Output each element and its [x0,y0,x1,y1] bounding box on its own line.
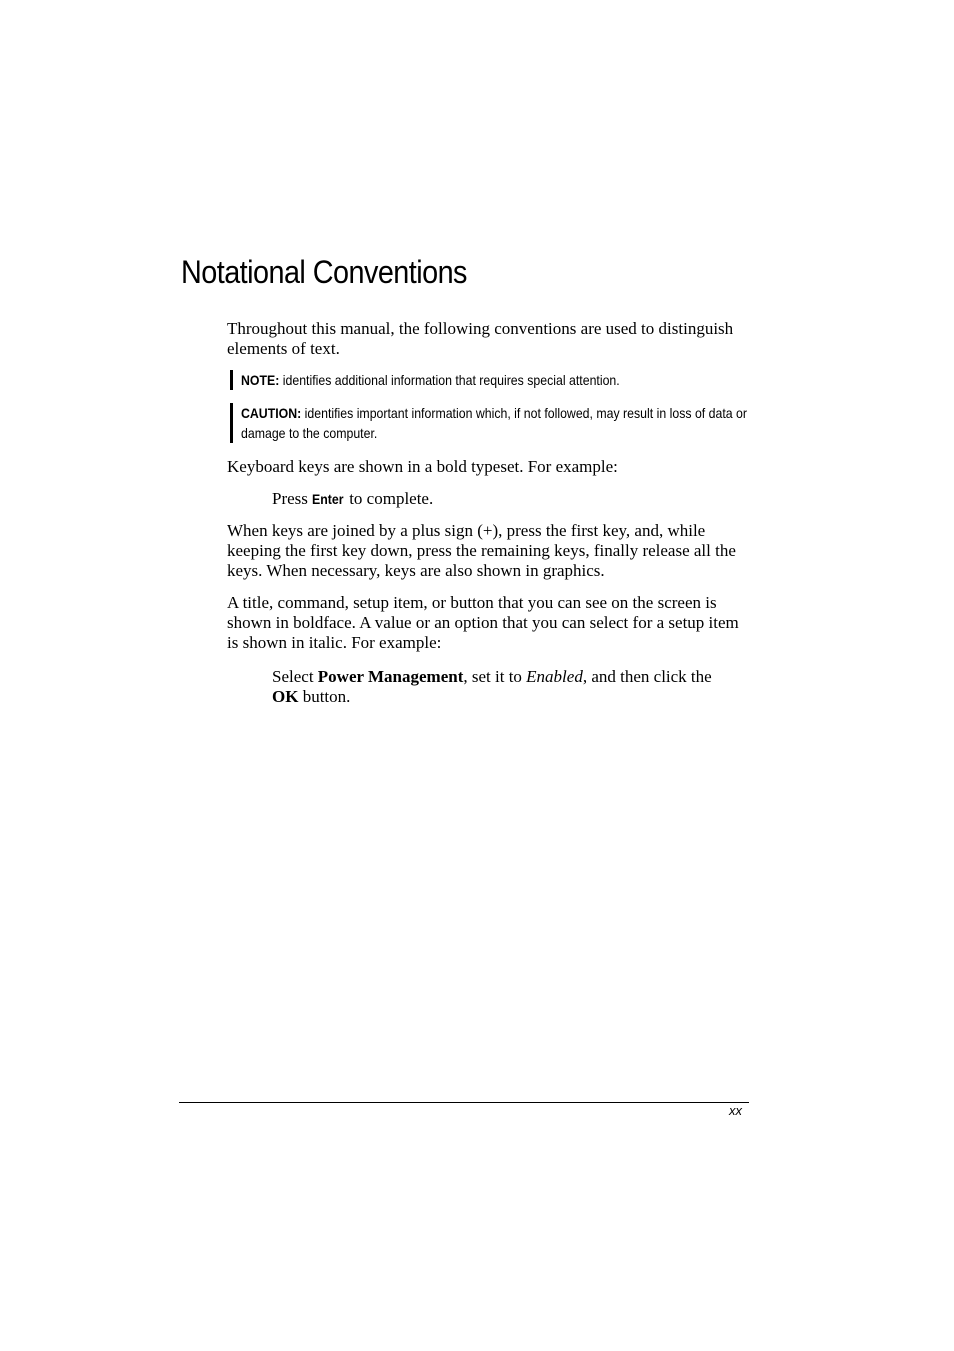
intro-paragraph: Throughout this manual, the following conventions are used to distinguish elements of text. [227,319,734,358]
note-callout [230,370,753,390]
note-text: identifies additional information that requires special attention. [279,372,620,388]
example-power-management: Select Power Management, set it to Enabled, and then click the OK button. [272,667,712,706]
caution-text: identifies important information which, if not followed, may result in loss of data or damage to the computer. [241,405,748,441]
example-enter: Press Enter to complete. [272,489,434,508]
page-number: xx [729,1103,742,1118]
page-title: Notational Conventions [181,254,467,290]
footer-divider [179,1102,749,1103]
enter-key-label: Enter [312,491,344,507]
note-label: NOTE: [241,372,280,388]
keyboard-paragraph: Keyboard keys are shown in a bold typeset. For example: [227,457,618,476]
power-management-term: Power Management [317,667,464,686]
ok-button-term: OK [272,687,299,706]
caution-label: CAUTION: [241,405,302,421]
plus-sign-paragraph: When keys are joined by a plus sign (+), press the first key, and, while keeping the first key down, press the remaining keys, finally release all the keys. When necessary, keys are also shown in graphics. [227,521,736,580]
boldface-paragraph: A title, command, setup item, or button that you can see on the screen is shown in boldface. A value or an option that you can select for a setup item is shown in italic. For example: [227,593,739,652]
caution-callout [230,403,753,443]
enabled-value: Enabled [526,667,583,686]
